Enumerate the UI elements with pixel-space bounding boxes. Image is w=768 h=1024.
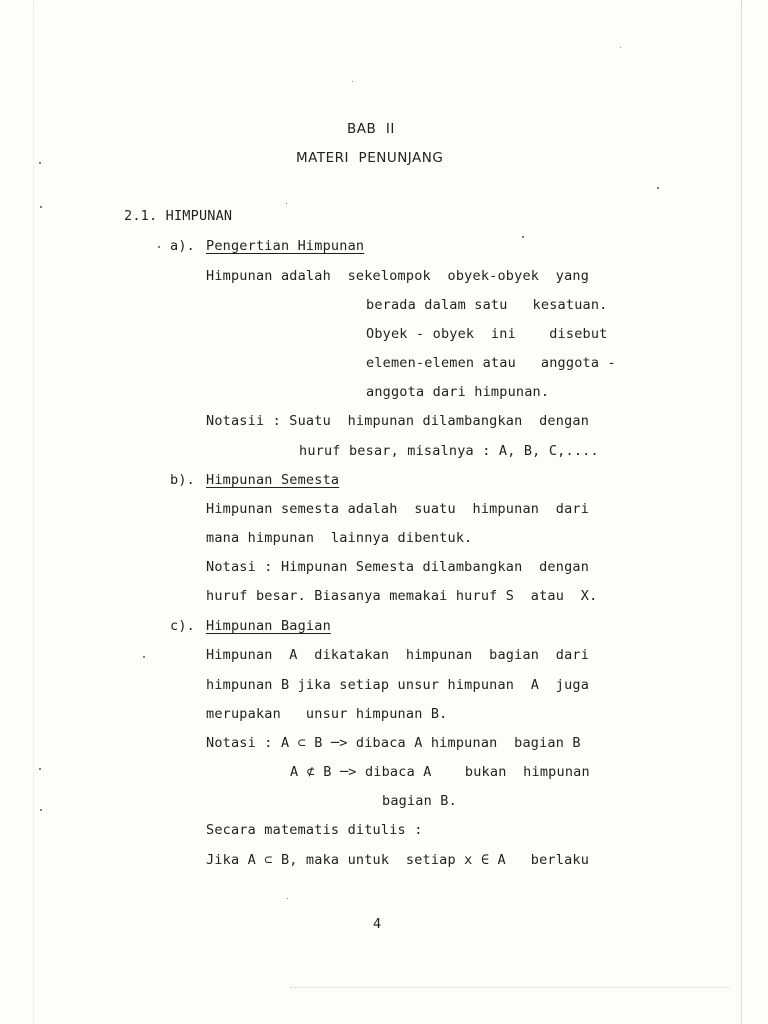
- body-line: berada dalam satu kesatuan.: [366, 297, 608, 313]
- scan-speck: [40, 206, 42, 208]
- chapter-label: BAB II: [347, 121, 395, 137]
- notation-line: bagian B.: [382, 793, 457, 809]
- scan-speck: [286, 203, 287, 204]
- item-marker-b: b).: [170, 472, 195, 488]
- scan-speck: [287, 898, 288, 899]
- body-line: Obyek - obyek ini disebut: [366, 326, 608, 342]
- scan-speck: [39, 768, 41, 770]
- scan-speck: [620, 47, 621, 48]
- page-number: 4: [373, 916, 382, 932]
- notation-line: huruf besar, misalnya : A, B, C,....: [299, 443, 599, 459]
- notation-line: Notasii : Suatu himpunan dilambangkan dengan: [206, 413, 590, 429]
- scan-speck: [352, 81, 353, 82]
- body-line: Notasi : Himpunan Semesta dilambangkan dengan: [206, 559, 590, 575]
- body-line: huruf besar. Biasanya memakai huruf S atau X.: [206, 588, 598, 604]
- scan-speck: [158, 246, 160, 248]
- scan-speck: [522, 236, 524, 238]
- notation-line: Notasi : A ⊂ B ─> dibaca A himpunan bagian B: [206, 735, 581, 751]
- body-line: merupakan unsur himpunan B.: [206, 706, 448, 722]
- scan-speck: [143, 656, 145, 658]
- scan-edge-right: [741, 0, 742, 1024]
- body-line: anggota dari himpunan.: [366, 384, 550, 400]
- scan-speck: [40, 809, 42, 811]
- subheading-semesta: Himpunan Semesta: [206, 472, 340, 488]
- section-heading: 2.1. HIMPUNAN: [124, 208, 233, 224]
- body-line: elemen-elemen atau anggota -: [366, 355, 616, 371]
- body-line: Himpunan semesta adalah suatu himpunan dari: [206, 501, 590, 517]
- body-line: Himpunan A dikatakan himpunan bagian dari: [206, 647, 590, 663]
- scan-noise-bottom: [290, 987, 730, 988]
- notation-line: A ⊄ B ─> dibaca A bukan himpunan: [290, 764, 590, 780]
- scan-speck: [39, 162, 41, 164]
- subheading-pengertian: Pengertian Himpunan: [206, 238, 365, 254]
- body-line: Secara matematis ditulis :: [206, 822, 423, 838]
- item-marker-c: c).: [170, 618, 195, 634]
- scan-speck: [657, 187, 659, 189]
- body-line: himpunan B jika setiap unsur himpunan A juga: [206, 677, 590, 693]
- body-line: mana himpunan lainnya dibentuk.: [206, 530, 473, 546]
- body-line: Himpunan adalah sekelompok obyek-obyek yang: [206, 268, 590, 284]
- item-marker-a: a).: [170, 238, 195, 254]
- scan-edge-left: [33, 0, 34, 1024]
- subheading-bagian: Himpunan Bagian: [206, 618, 331, 634]
- body-line: Jika A ⊂ B, maka untuk setiap x ∈ A berlaku: [206, 852, 590, 868]
- chapter-title: MATERI PENUNJANG: [296, 150, 444, 166]
